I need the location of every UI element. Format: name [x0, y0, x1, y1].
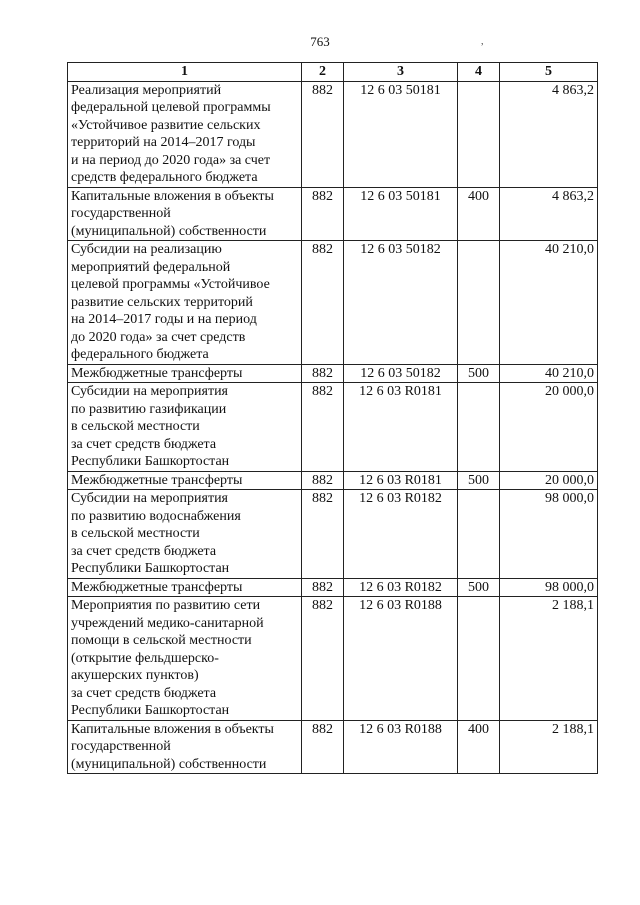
- table-body: [68, 81, 598, 774]
- row-name-cell: Межбюджетные трансферты: [68, 578, 302, 597]
- row-name-cell: Межбюджетные трансферты: [68, 471, 302, 490]
- row-article-cell: 12 6 03 50181: [344, 187, 458, 241]
- row-ministry-cell: 882: [302, 471, 344, 490]
- row-type-cell: [458, 241, 500, 365]
- row-name-cell: Мероприятия по развитию сети учреждений медико-санитарной помощи в сельской местности (открытие фельдшерско- акушерских пунктов) за счет средств бюджета Республики Башкортостан: [68, 597, 302, 721]
- table-row: [68, 364, 598, 383]
- row-ministry-cell: 882: [302, 383, 344, 472]
- row-article-cell: 12 6 03 50181: [344, 81, 458, 187]
- row-type-cell: [458, 81, 500, 187]
- row-ministry-cell: 882: [302, 720, 344, 774]
- table-row: [68, 490, 598, 579]
- header-col-2: 2: [302, 63, 344, 82]
- row-article-cell: 12 6 03 50182: [344, 364, 458, 383]
- row-amount-cell: 40 210,0: [500, 241, 598, 365]
- table-row: [68, 383, 598, 472]
- budget-table: [67, 62, 598, 774]
- header-col-4: 4: [458, 63, 500, 82]
- row-name-cell: Субсидии на мероприятия по развитию газификации в сельской местности за счет средств бюджета Республики Башкортостан: [68, 383, 302, 472]
- row-name-cell: Капитальные вложения в объекты государственной (муниципальной) собственности: [68, 187, 302, 241]
- table-row: [68, 578, 598, 597]
- row-article-cell: 12 6 03 R0182: [344, 490, 458, 579]
- header-col-1: 1: [68, 63, 302, 82]
- header-row: [68, 63, 598, 82]
- row-article-cell: 12 6 03 R0182: [344, 578, 458, 597]
- row-article-cell: 12 6 03 R0181: [344, 471, 458, 490]
- table-row: [68, 241, 598, 365]
- row-ministry-cell: 882: [302, 241, 344, 365]
- row-ministry-cell: 882: [302, 81, 344, 187]
- scan-mark: ,: [481, 36, 484, 47]
- row-amount-cell: 4 863,2: [500, 81, 598, 187]
- table-row: [68, 187, 598, 241]
- row-amount-cell: 20 000,0: [500, 383, 598, 472]
- row-name-cell: Субсидии на реализацию мероприятий федеральной целевой программы «Устойчивое развитие сельских территорий на 2014–2017 годы и на период до 2020 года» за счет средств федерального бюджета: [68, 241, 302, 365]
- row-type-cell: 400: [458, 720, 500, 774]
- row-ministry-cell: 882: [302, 578, 344, 597]
- page-number: 763: [310, 34, 330, 49]
- row-ministry-cell: 882: [302, 597, 344, 721]
- row-name-cell: Реализация мероприятий федеральной целевой программы «Устойчивое развитие сельских территорий на 2014–2017 годы и на период до 2020 года» за счет средств федерального бюджета: [68, 81, 302, 187]
- row-type-cell: 500: [458, 578, 500, 597]
- row-article-cell: 12 6 03 R0188: [344, 597, 458, 721]
- row-article-cell: 12 6 03 R0188: [344, 720, 458, 774]
- row-article-cell: 12 6 03 50182: [344, 241, 458, 365]
- row-ministry-cell: 882: [302, 490, 344, 579]
- row-ministry-cell: 882: [302, 187, 344, 241]
- row-amount-cell: 20 000,0: [500, 471, 598, 490]
- row-amount-cell: 98 000,0: [500, 490, 598, 579]
- row-type-cell: 400: [458, 187, 500, 241]
- row-type-cell: [458, 490, 500, 579]
- row-article-cell: 12 6 03 R0181: [344, 383, 458, 472]
- row-amount-cell: 2 188,1: [500, 597, 598, 721]
- table-row: [68, 597, 598, 721]
- row-name-cell: Субсидии на мероприятия по развитию водоснабжения в сельской местности за счет средств бюджета Республики Башкортостан: [68, 490, 302, 579]
- row-ministry-cell: 882: [302, 364, 344, 383]
- row-amount-cell: 40 210,0: [500, 364, 598, 383]
- row-name-cell: Капитальные вложения в объекты государственной (муниципальной) собственности: [68, 720, 302, 774]
- row-name-cell: Межбюджетные трансферты: [68, 364, 302, 383]
- table-row: [68, 471, 598, 490]
- row-type-cell: [458, 597, 500, 721]
- header-col-5: 5: [500, 63, 598, 82]
- table-row: [68, 720, 598, 774]
- header-col-3: 3: [344, 63, 458, 82]
- row-type-cell: [458, 383, 500, 472]
- row-amount-cell: 98 000,0: [500, 578, 598, 597]
- row-type-cell: 500: [458, 364, 500, 383]
- row-amount-cell: 4 863,2: [500, 187, 598, 241]
- row-amount-cell: 2 188,1: [500, 720, 598, 774]
- row-type-cell: 500: [458, 471, 500, 490]
- table-row: [68, 81, 598, 187]
